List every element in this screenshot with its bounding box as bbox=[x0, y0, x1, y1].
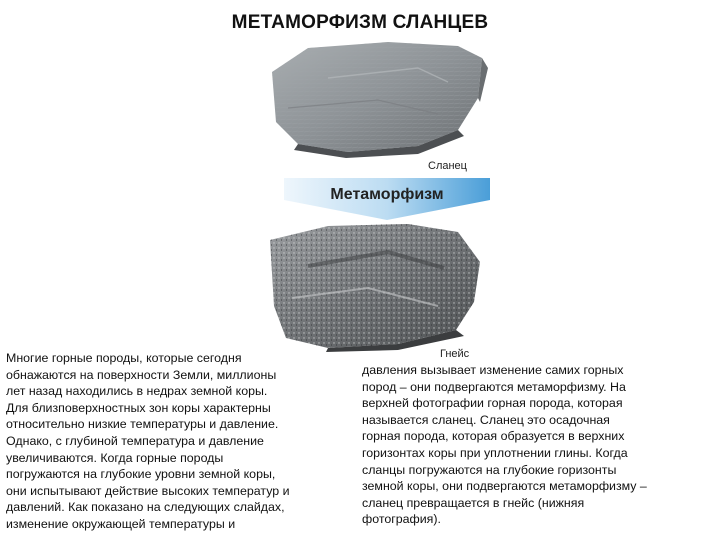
page-title: МЕТАМОРФИЗМ СЛАНЦЕВ bbox=[231, 12, 489, 33]
metamorphism-label: Метаморфизм bbox=[330, 186, 444, 203]
slate-photo bbox=[268, 38, 490, 158]
gneiss-photo bbox=[268, 222, 486, 352]
body-text-left: Многие горные породы, которые сегодня обнажаются на поверхности Земли, миллионы лет назад находились в недрах земной коры. Для близповерхностных зон коры характерны относительно низкие температуры и давление. Однако, с глубиной температура и давление увеличиваются. Когда горные породы погружаются на глубокие уровни земной коры, они испытывают действие высоких температур и давлений. Как показано на следующих слайдах, изменение окружающей температуры и bbox=[6, 351, 290, 531]
slate-caption: Сланец bbox=[428, 160, 467, 172]
body-text-right: давления вызывает изменение самих горных пород – они подвергаются метаморфизму. На верхней фотографии горная порода, которая называется сланец. Сланец это осадочная горная порода, которая образуется в верхних горизонтах коры при уплотнении глины. Когда сланцы погружаются на глубокие горизонты земной коры, они подвергаются метаморфизму – сланец превращается в гнейс (нижняя фотография). bbox=[362, 363, 647, 527]
metamorphism-arrow-banner bbox=[284, 178, 490, 220]
gneiss-caption: Гнейс bbox=[440, 348, 470, 360]
